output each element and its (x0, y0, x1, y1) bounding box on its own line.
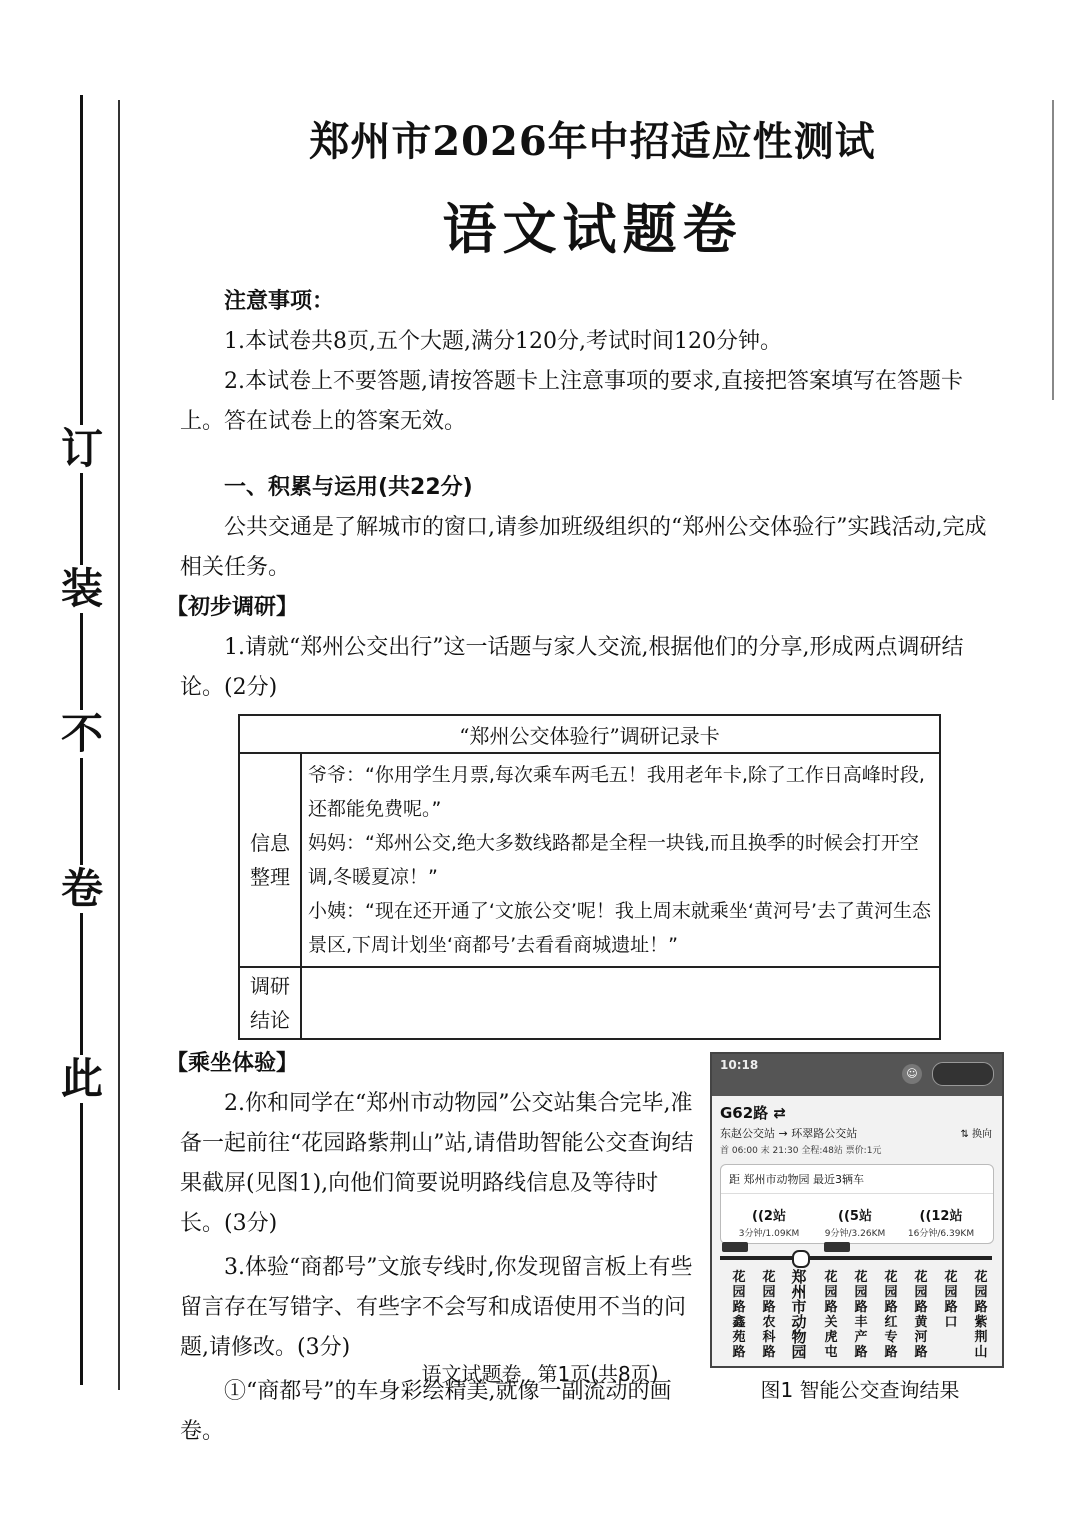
section-heading: 一、积累与运用(共22分) (224, 475, 473, 500)
stop-name: 花园路农科路 (762, 1270, 776, 1360)
signal-icon: (( (752, 1209, 764, 1224)
question-3-item-1: ①“商都号”的车身彩绘精美,就像一副流动的画卷。 (180, 1379, 672, 1444)
footer-name: 语文试题卷 (421, 1362, 522, 1386)
stop-name: 花园路鑫苑路 (732, 1270, 746, 1360)
exam-title: 郑州市2026年中招适应性测试 (309, 118, 876, 165)
margin-rule (118, 100, 120, 1390)
bus-icon (722, 1242, 748, 1252)
survey-card (238, 714, 941, 1040)
page-content (166, 105, 1005, 1452)
notice-item: 1.本试卷共8页,五个大题,满分120分,考试时间120分钟。 (224, 329, 782, 354)
result-blank (301, 967, 940, 1039)
ride-questions (166, 1044, 695, 1452)
menu-capsule-icon (932, 1062, 994, 1086)
stop-name: 花园路红专路 (884, 1270, 898, 1360)
notice-heading: 注意事项： (224, 289, 335, 314)
ride-experience (166, 1044, 1005, 1452)
stop-name: 花园路口 (944, 1270, 958, 1330)
binding-margin (40, 95, 130, 1395)
arrival-stops: 12站 (931, 1209, 963, 1224)
exam-subtitle: 语文试题卷 (442, 198, 743, 261)
signal-icon: (( (838, 1209, 850, 1224)
binding-char: 不 (58, 710, 106, 758)
card-caption: “郑州公交体验行”调研记录卡 (239, 715, 940, 753)
arrival-box (720, 1164, 994, 1244)
refresh-icon: ⇄ (773, 1104, 786, 1122)
question-3: 3.体验“商都号”文旅专线时,你发现留言板上有些留言存在写错字、有些字不会写和成语使用不当的问题,请修改。(3分) (180, 1255, 693, 1360)
arrival-detail: 3分钟/1.09KM (738, 1229, 800, 1239)
stop-name: 花园路黄河路 (914, 1270, 928, 1360)
grandpa-quote: 爷爷：“你用学生月票,每次乘车两毛五！我用老年卡,除了工作日高峰时段,还都能免费呢。” (308, 764, 925, 820)
route-from: 东赵公交站 (720, 1127, 775, 1140)
binding-char: 装 (58, 565, 106, 613)
nearest-buses: 距 郑州市动物园 最近3辆车 (721, 1165, 993, 1194)
stop-name: 花园路紫荆山 (974, 1270, 988, 1360)
figure-caption: 图1 智能公交查询结果 (760, 1378, 960, 1402)
stop-name: 花园路关虎屯 (824, 1270, 838, 1360)
question-1: 1.请就“郑州公交出行”这一话题与家人交流,根据他们的分享,形成两点调研结论。(2分) (180, 635, 964, 700)
binding-char: 订 (58, 425, 106, 473)
part-label: 【乘坐体验】 (166, 1051, 299, 1076)
notice-item: 2.本试卷上不要答题,请按答题卡上注意事项的要求,直接把答案填写在答题卡上。答在试卷上的答案无效。 (180, 369, 963, 434)
arrival-item (815, 1205, 895, 1239)
current-stop-marker-icon (792, 1250, 810, 1268)
binding-char: 卷 (58, 865, 106, 913)
route-number: G62路 (720, 1104, 769, 1122)
section-1 (166, 468, 1005, 1452)
part-label: 【初步调研】 (166, 595, 299, 620)
info-label: 信息整理 (239, 753, 301, 967)
route-info: 首 06:00 末 21:30 全程:48站 票价:1元 (720, 1146, 882, 1156)
arrival-stops: 2站 (763, 1209, 786, 1224)
stop-name-current: 郑州市动物园 (791, 1268, 807, 1361)
page-footer (0, 1358, 1080, 1387)
arrival-item (901, 1205, 981, 1239)
arrival-stops: 5站 (849, 1209, 872, 1224)
route-to: 环翠路公交站 (791, 1127, 858, 1140)
question-2: 2.你和同学在“郑州市动物园”公交站集合完毕,准备一起前往“花园路紫荆山”站,请借助智能公交查询结果截屏(见图1),向他们简要说明路线信息及等待时长。(3分) (180, 1091, 694, 1236)
avatar-icon: ☺ (902, 1064, 922, 1084)
switch-direction: ⇅ 换向 (960, 1129, 992, 1140)
bus-icon (824, 1242, 850, 1252)
arrival-detail: 9分钟/3.26KM (824, 1229, 886, 1239)
aunt-quote: 小姨：“现在还开通了‘文旅公交’呢！我上周末就乘坐‘黄河号’去了黄河生态景区,下周计划坐‘商都号’去看看商城遗址！” (308, 900, 932, 956)
signal-icon: (( (919, 1209, 932, 1224)
section-intro: 公共交通是了解城市的窗口,请参加班级组织的“郑州公交体验行”实践活动,完成相关任务。 (180, 515, 987, 580)
result-label: 调研结论 (239, 967, 301, 1039)
scan-edge (1052, 100, 1054, 400)
phone-status-bar (712, 1054, 1002, 1096)
route-name (712, 1096, 1002, 1123)
status-time: 10:18 (720, 1058, 759, 1072)
binding-char: 此 (58, 1055, 106, 1103)
mom-quote: 妈妈：“郑州公交,绝大多数线路都是全程一块钱,而且换季的时候会打开空调,冬暖夏凉！” (308, 832, 919, 888)
footer-page: 第1页(共8页) (537, 1362, 659, 1386)
stop-name: 花园路丰产路 (854, 1270, 868, 1360)
route-track (720, 1256, 992, 1260)
notice-block (180, 282, 1005, 442)
info-content (301, 753, 940, 967)
arrival-item (729, 1205, 809, 1239)
switch-label: 换向 (972, 1129, 992, 1140)
arrival-detail: 16分钟/6.39KM (907, 1229, 975, 1239)
bus-query-figure (710, 1052, 1004, 1368)
route-direction: 东赵公交站 → 环翠路公交站 ⇅ 换向 (720, 1127, 992, 1140)
